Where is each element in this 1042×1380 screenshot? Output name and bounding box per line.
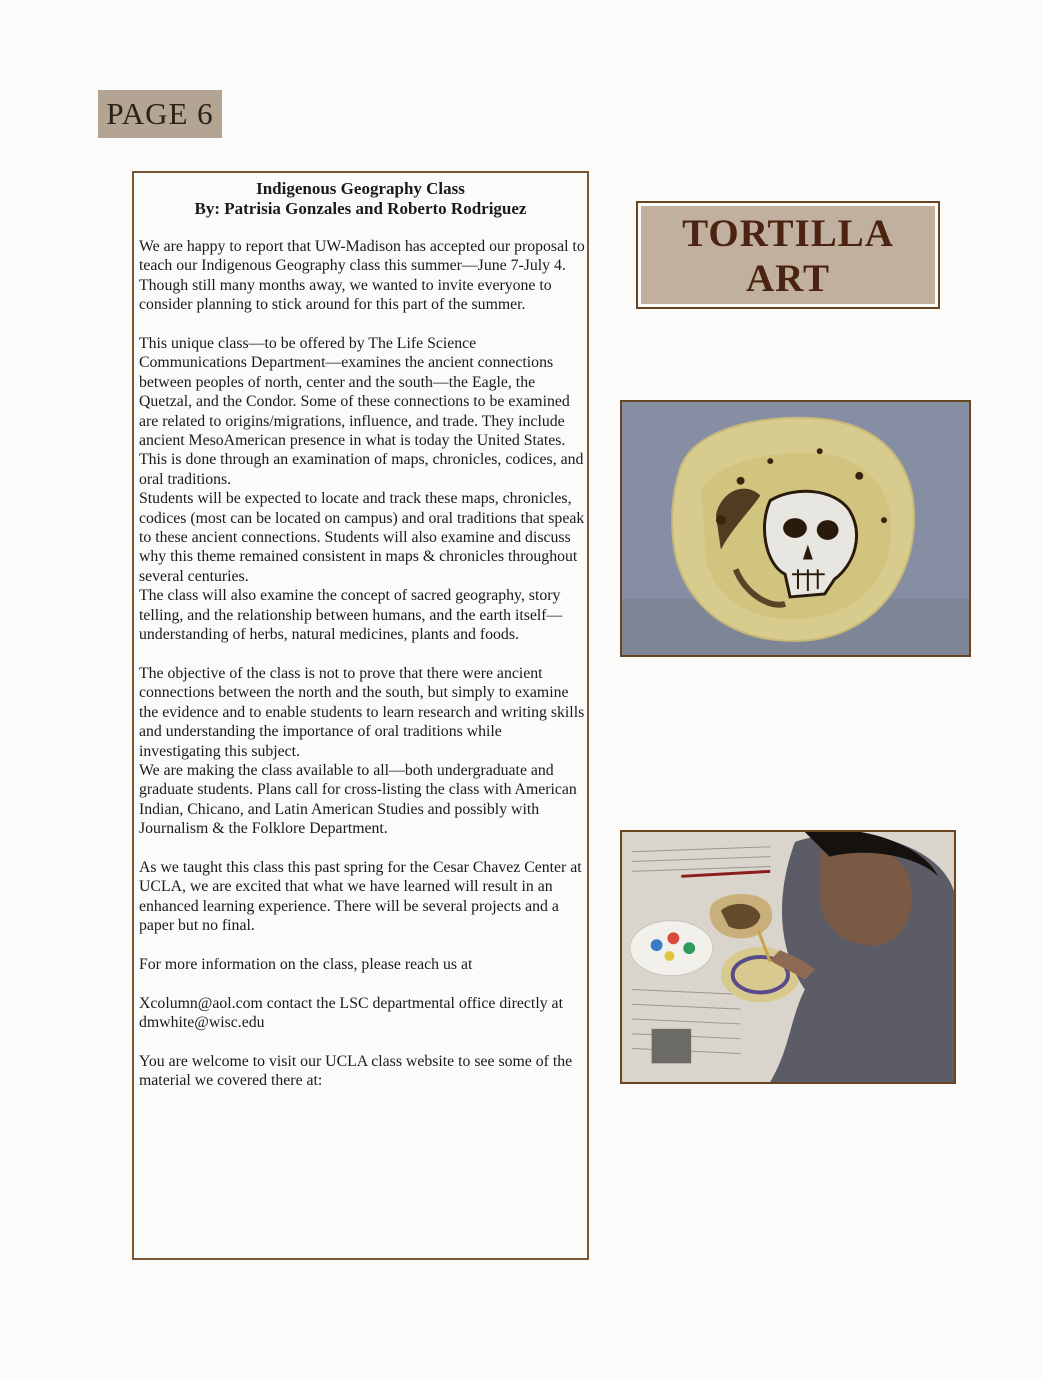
article-title: Indigenous Geography Class: [256, 179, 465, 198]
paragraph-availability: We are making the class available to all—both undergraduate and graduate students. Plans call for cross-listing the class with American Indian, Chicano, and Latin American Studies and possibly with Journalism & the Folklore Department.: [139, 761, 577, 838]
tortilla-skull-image: [622, 402, 969, 655]
heading-line-2: ART: [746, 257, 830, 300]
student-painting-image: [622, 832, 954, 1082]
tortilla-art-heading: [636, 201, 940, 309]
paragraph-contact-emails: Xcolumn@aol.com contact the LSC departmental office directly at dmwhite@wisc.edu: [139, 994, 563, 1032]
tortilla-skull-photo: [620, 400, 971, 657]
paragraph-intro: We are happy to report that UW-Madison has accepted our proposal to teach our Indigenous Geography class this summer—June 7-July 4. Though still many months away, we wanted to invite everyone to consider planning to stick around for this part of the summer.: [139, 238, 585, 314]
heading-line-1: TORTILLA: [682, 212, 894, 255]
page-number-label: PAGE 6: [98, 90, 222, 138]
article-byline: By: Patrisia Gonzales and Roberto Rodriguez: [194, 199, 527, 218]
paragraph-contact-intro: For more information on the class, please reach us at: [139, 955, 473, 973]
paragraph-description: This unique class—to be offered by The Life Science Communications Department—examines the ancient connections between peoples of north, center and the south—the Eagle, the Quetzal, and the Condor. Some of these connections to be examined are related to origins/migrations, influence, and trade. They include ancient MesoAmerican presence in what is today the United States. This is done through an examination of maps, chronicles, codices, and oral traditions.: [139, 335, 584, 488]
paragraph-website: You are welcome to visit our UCLA class website to see some of the material we covered there at:: [139, 1052, 573, 1090]
article-box: [132, 171, 589, 1260]
paragraph-objective: The objective of the class is not to prove that there were ancient connections between the north and the south, but simply to examine the evidence and to enable students to learn research and writing skills and understanding the importance of oral traditions while investigating this subject.: [139, 664, 585, 760]
article-body: [139, 237, 585, 1091]
paragraph-students: Students will be expected to locate and track these maps, chronicles, codices (most can be located on campus) and oral traditions that speak to these ancient connections. Students will also examine and discuss why this theme remained consistent in maps & chronicles throughout several centuries.: [139, 490, 585, 585]
paragraph-sacred-geography: The class will also examine the concept of sacred geography, story telling, and the relationship between humans, and the earth itself—understanding of herbs, natural medicines, plants and foods.: [139, 587, 563, 644]
paragraph-ucla: As we taught this class this past spring for the Cesar Chavez Center at UCLA, we are excited that what we have learned will result in an enhanced learning experience. There will be several projects and a paper but no final.: [139, 858, 582, 935]
student-painting-photo: [620, 830, 956, 1084]
